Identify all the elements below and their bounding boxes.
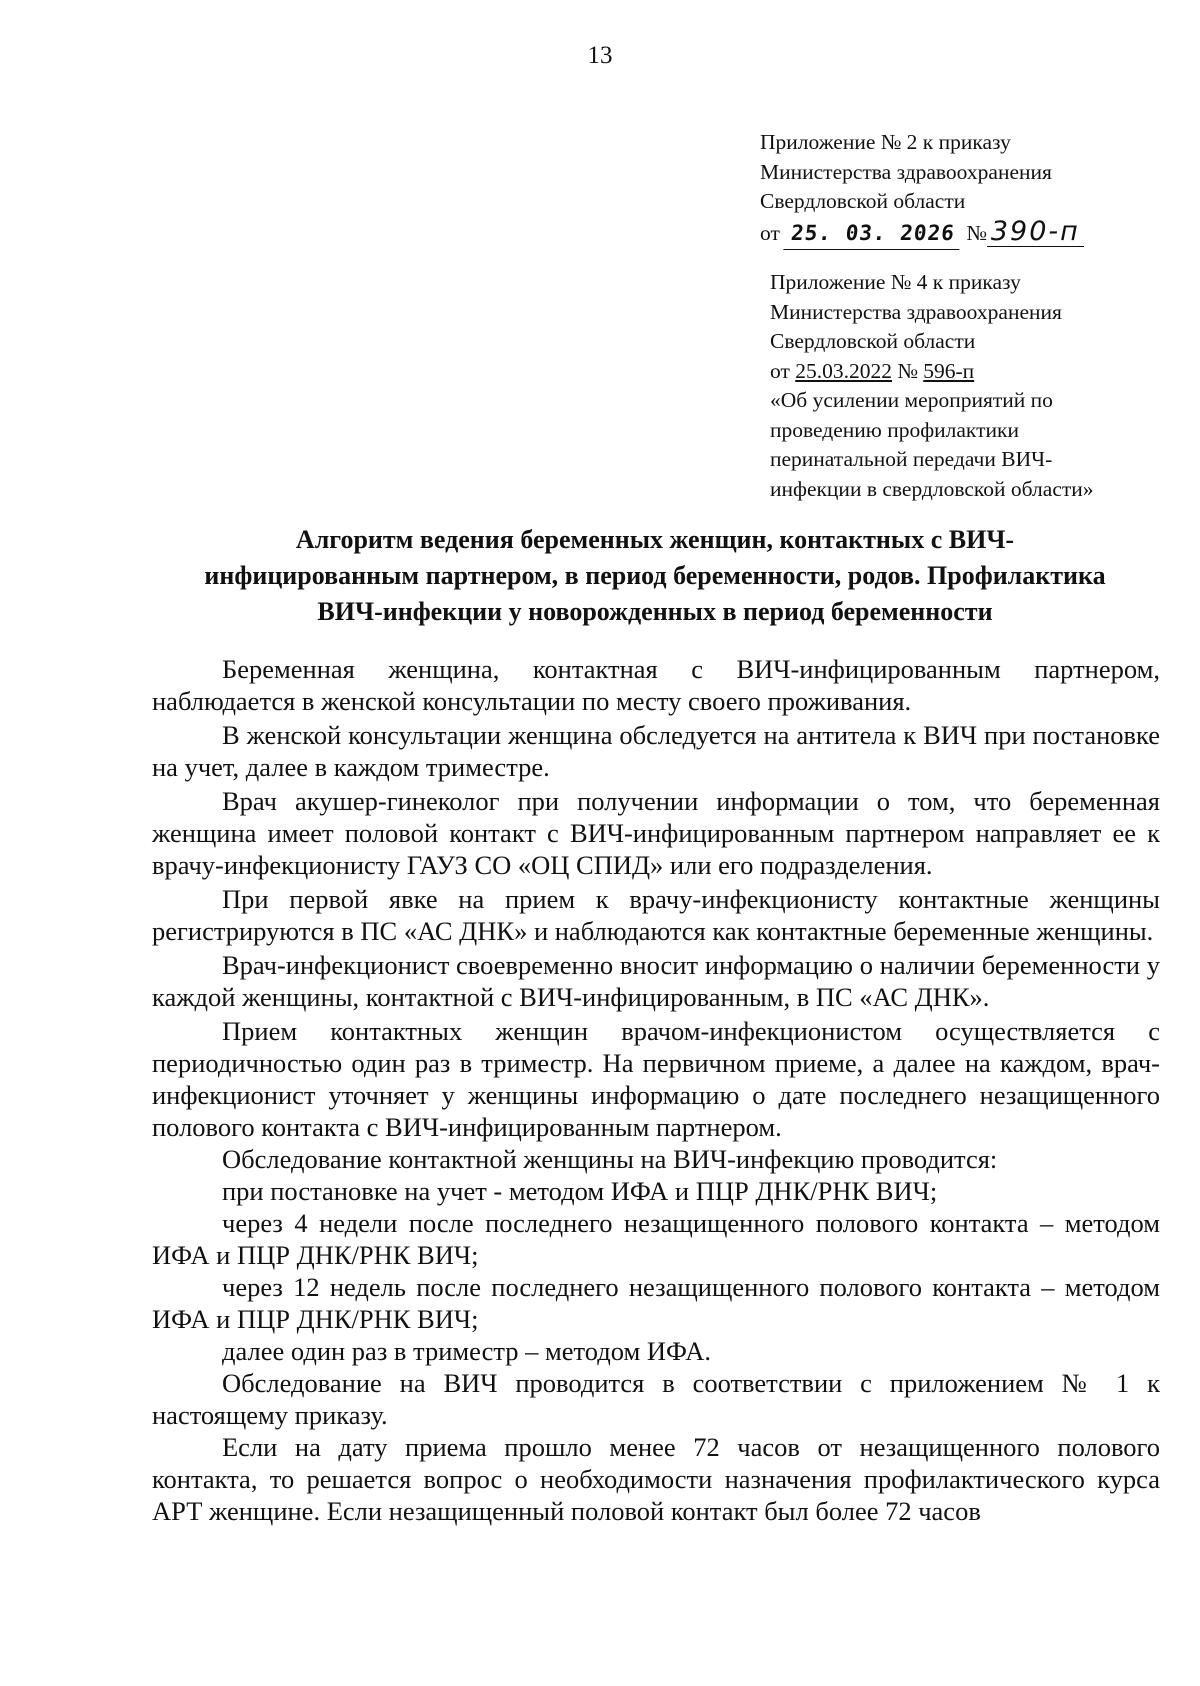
appendix-4-line3: Свердловской области xyxy=(770,329,976,353)
appendix-4-quote-line: инфекции в свердловской области» xyxy=(770,476,1094,501)
appendix-2-line2: Министерства здравоохранения xyxy=(760,159,1052,184)
appendix-4-from-label: от xyxy=(770,358,790,383)
paragraph: далее один раз в триместр – методом ИФА. xyxy=(222,1336,712,1366)
appendix-2-line1: Приложение № 2 к приказу xyxy=(760,130,1011,154)
appendix-2-from-label: от xyxy=(760,220,780,245)
paragraph: Врач акушер-гинеколог при получении информации о том, что беременная женщина имеет половой контакт с ВИЧ-инфицированным партнером направляет ее к врачу-инфекционисту ГАУЗ СО «ОЦ СПИД» или его подразделения. xyxy=(152,786,1160,880)
appendix-4-date: 25.03.2022 xyxy=(795,358,892,383)
paragraph: Обследование контактной женщины на ВИЧ-инфекцию проводится: xyxy=(222,1144,998,1174)
appendix-4-line2: Министерства здравоохранения xyxy=(770,299,1062,324)
paragraph: В женской консультации женщина обследуется на антитела к ВИЧ при постановке на учет, далее в каждом триместре. xyxy=(152,720,1160,782)
appendix-2-date: 25. 03. 2026 xyxy=(784,219,963,250)
paragraph: Беременная женщина, контактная с ВИЧ-инфицированным партнером, наблюдается в женской консультации по месту своего проживания. xyxy=(152,654,1160,716)
title-line: ВИЧ-инфекции у новорожденных в период беременности xyxy=(317,597,993,626)
page-number: 13 xyxy=(587,42,613,69)
document-title xyxy=(150,522,1160,630)
paragraph: Если на дату приема прошло менее 72 часов от незащищенного полового контакта, то решается вопрос о необходимости назначения профилактического курса АРТ женщине. Если незащищенный половой контакт был более 72 часов xyxy=(152,1432,1160,1526)
paragraph: через 12 недель после последнего незащищенного полового контакта – методом ИФА и ПЦР ДНК/РНК ВИЧ; xyxy=(152,1272,1160,1334)
paragraph: При первой явке на прием к врачу-инфекционисту контактные женщины регистрируются в ПС «АС ДНК» и наблюдаются как контактные беременные женщины. xyxy=(152,884,1160,946)
appendix-4-quote-line: проведению профилактики xyxy=(770,417,1019,442)
paragraph: при постановке на учет - методом ИФА и ПЦР ДНК/РНК ВИЧ; xyxy=(222,1176,938,1206)
appendix-2-number-label: № xyxy=(966,220,987,245)
title-line: инфицированным партнером, в период беременности, родов. Профилактика xyxy=(204,561,1106,590)
appendix-4-header xyxy=(770,268,1094,504)
appendix-2-line3: Свердловской области xyxy=(760,189,966,213)
paragraph: через 4 недели после последнего незащищенного полового контакта – методом ИФА и ПЦР ДНК/РНК ВИЧ; xyxy=(152,1208,1160,1270)
document-body xyxy=(152,653,1160,1527)
title-line: Алгоритм ведения беременных женщин, контактных с ВИЧ- xyxy=(295,525,1015,554)
paragraph: Обследование на ВИЧ проводится в соответствии с приложением № 1 к настоящему приказу. xyxy=(152,1368,1160,1430)
appendix-2-number: 390-п xyxy=(987,217,1084,248)
appendix-4-number-label: № xyxy=(897,358,918,383)
appendix-4-quote-line: «Об усилении мероприятий по xyxy=(770,388,1053,412)
appendix-4-line1: Приложение № 4 к приказу xyxy=(770,270,1021,294)
paragraph: Врач-инфекционист своевременно вносит информацию о наличии беременности у каждой женщины, контактной с ВИЧ-инфицированным, в ПС «АС ДНК». xyxy=(152,950,1160,1012)
appendix-2-date-line xyxy=(760,217,1084,250)
appendix-2-header xyxy=(760,128,1084,249)
appendix-4-date-line xyxy=(770,357,1094,387)
appendix-4-quote-line: перинатальной передачи ВИЧ- xyxy=(770,447,1053,471)
paragraph: Прием контактных женщин врачом-инфекционистом осуществляется с периодичностью один раз в триместр. На первичном приеме, а далее на каждом, врач-инфекционист уточняет у женщины информацию о дате последнего незащищенного полового контакта с ВИЧ-инфицированным партнером. xyxy=(152,1016,1160,1142)
appendix-4-number: 596-п xyxy=(923,358,975,383)
